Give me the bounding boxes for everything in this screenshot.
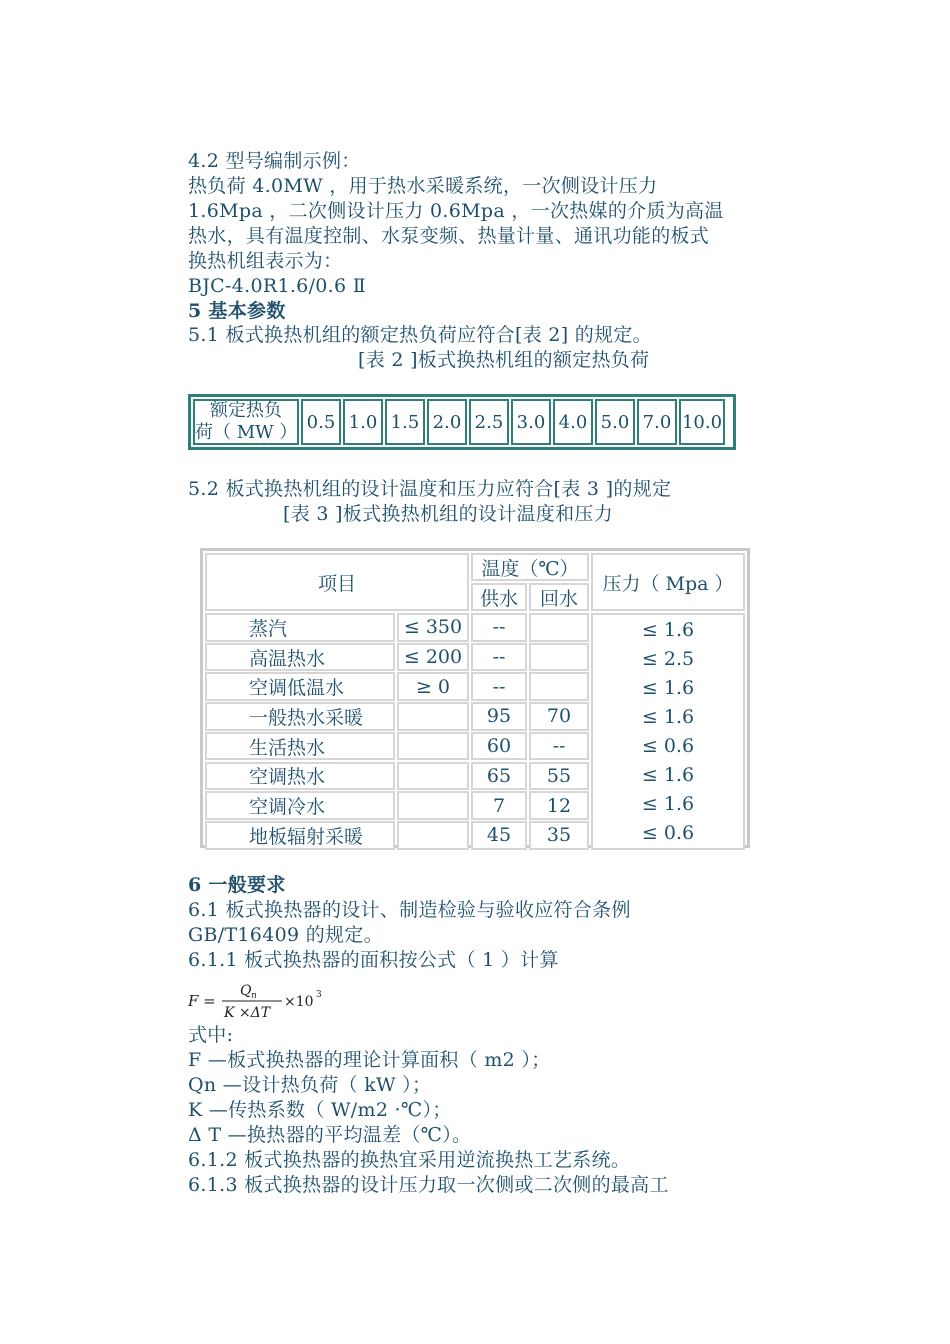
table-caption: [表 3 ]板式换热机组的设计温度和压力 (283, 503, 613, 525)
text-line: 热水，具有温度控制、水泵变频、热量计量、通讯功能的板式 (188, 225, 710, 247)
row-item-cell: 空调低温水 (205, 672, 395, 701)
text-line: Qn —设计热负荷（ kW ）； (188, 1074, 432, 1096)
table-cell: 7.0 (637, 399, 677, 445)
row-return-cell: 70 (529, 702, 589, 731)
header-item: 项目 (205, 553, 469, 611)
table-cell: 5.0 (595, 399, 635, 445)
row-condition-cell (397, 791, 469, 820)
table-cell: 2.5 (469, 399, 509, 445)
row-condition-cell: ≤ 350 (397, 613, 469, 642)
text-line: GB/T16409 的规定。 (188, 924, 383, 946)
formula-numerator: Q (240, 983, 252, 999)
text-line: 5.1 板式换热机组的额定热负荷应符合[表 2] 的规定。 (188, 324, 652, 346)
table-cell: 1.5 (385, 399, 425, 445)
row-item-cell: 地板辐射采暖 (205, 821, 395, 850)
row-pressure-value: ≤ 2.5 (641, 647, 695, 670)
text-line: 5.2 板式换热机组的设计温度和压力应符合[表 3 ]的规定 (188, 478, 672, 500)
header-temperature: 温度（℃） (471, 553, 589, 581)
row-return-cell: 35 (529, 821, 589, 850)
table-cell: 10.0 (679, 399, 725, 445)
text-line: 换热机组表示为： (188, 250, 343, 272)
table-cell: 0.5 (301, 399, 341, 445)
design-temp-pressure-table (200, 548, 750, 848)
section-heading: 6 一般要求 (188, 874, 286, 896)
row-item-cell: 一般热水采暖 (205, 702, 395, 731)
row-condition-cell (397, 762, 469, 791)
formula-factor: ×10 (284, 994, 314, 1010)
row-item-cell: 生活热水 (205, 732, 395, 761)
formula-lhs: F = (188, 992, 216, 1010)
row-pressure-value: ≤ 0.6 (641, 734, 695, 757)
rated-heat-load-table (188, 394, 736, 450)
text-line: BJC-4.0R1.6/0.6 Ⅱ (188, 275, 366, 297)
table-caption: [表 2 ]板式换热机组的额定热负荷 (358, 349, 650, 371)
row-item-cell: 蒸汽 (205, 613, 395, 642)
row-supply-cell: 45 (471, 821, 527, 850)
row-supply-cell: 60 (471, 732, 527, 761)
row-supply-cell: -- (471, 643, 527, 672)
row-supply-cell: -- (471, 613, 527, 642)
row-pressure-value: ≤ 1.6 (641, 705, 695, 728)
section-heading: 5 基本参数 (188, 300, 286, 322)
row-pressure-value: ≤ 1.6 (641, 763, 695, 786)
row-return-cell: 12 (529, 791, 589, 820)
row-item-cell: 高温热水 (205, 643, 395, 672)
row-item-cell: 空调冷水 (205, 791, 395, 820)
pressure-column-cell (591, 613, 745, 850)
table-header-cell (193, 399, 299, 445)
table-cell: 1.0 (343, 399, 383, 445)
header-supply: 供水 (471, 583, 527, 611)
text-line: 式中: (188, 1024, 234, 1046)
row-condition-cell (397, 821, 469, 850)
table-cell: 3.0 (511, 399, 551, 445)
row-pressure-value: ≤ 1.6 (641, 676, 695, 699)
row-supply-cell: 65 (471, 762, 527, 791)
text-line: 1.6Mpa ，二次侧设计压力 0.6Mpa ，一次热媒的介质为高温 (188, 200, 724, 222)
table-cell: 4.0 (553, 399, 593, 445)
text-line: F —板式换热器的理论计算面积（ m2 ）； (188, 1049, 551, 1071)
header-text: 额定热负 (210, 400, 282, 421)
header-pressure: 压力（ Mpa ） (591, 553, 745, 611)
row-return-cell: -- (529, 732, 589, 761)
row-condition-cell (397, 702, 469, 731)
formula-denominator: K ×ΔT (224, 1005, 271, 1020)
text-line: 6.1.1 板式换热器的面积按公式（ 1 ）计算 (188, 949, 559, 971)
row-return-cell (529, 613, 589, 642)
row-pressure-value: ≤ 1.6 (641, 618, 695, 641)
text-line: 4.2 型号编制示例： (188, 150, 361, 172)
row-item-cell: 空调热水 (205, 762, 395, 791)
row-pressure-value: ≤ 1.6 (641, 792, 695, 815)
row-condition-cell: ≤ 200 (397, 643, 469, 672)
text-line: K —传热系数（ W/m2 ·℃）； (188, 1099, 452, 1121)
formula-exponent: 3 (316, 990, 322, 1000)
table-cell: 2.0 (427, 399, 467, 445)
text-line: Δ T —换热器的平均温差（℃）。 (188, 1124, 472, 1146)
header-text: 荷（ MW ） (195, 422, 298, 443)
text-line: 6.1 板式换热器的设计、制造检验与验收应符合条例 (188, 899, 631, 921)
row-supply-cell: -- (471, 672, 527, 701)
header-return: 回水 (529, 583, 589, 611)
row-return-cell: 55 (529, 762, 589, 791)
row-pressure-value: ≤ 0.6 (641, 821, 695, 844)
area-formula (188, 980, 338, 1020)
formula-numerator-sub: n (251, 991, 257, 1001)
row-return-cell (529, 672, 589, 701)
row-condition-cell (397, 732, 469, 761)
row-condition-cell: ≥ 0 (397, 672, 469, 701)
row-return-cell (529, 643, 589, 672)
row-supply-cell: 7 (471, 791, 527, 820)
text-line: 热负荷 4.0MW ，用于热水采暖系统，一次侧设计压力 (188, 175, 658, 197)
row-supply-cell: 95 (471, 702, 527, 731)
text-line: 6.1.3 板式换热器的设计压力取一次侧或二次侧的最高工 (188, 1174, 669, 1196)
text-line: 6.1.2 板式换热器的换热宜采用逆流换热工艺系统。 (188, 1149, 631, 1171)
